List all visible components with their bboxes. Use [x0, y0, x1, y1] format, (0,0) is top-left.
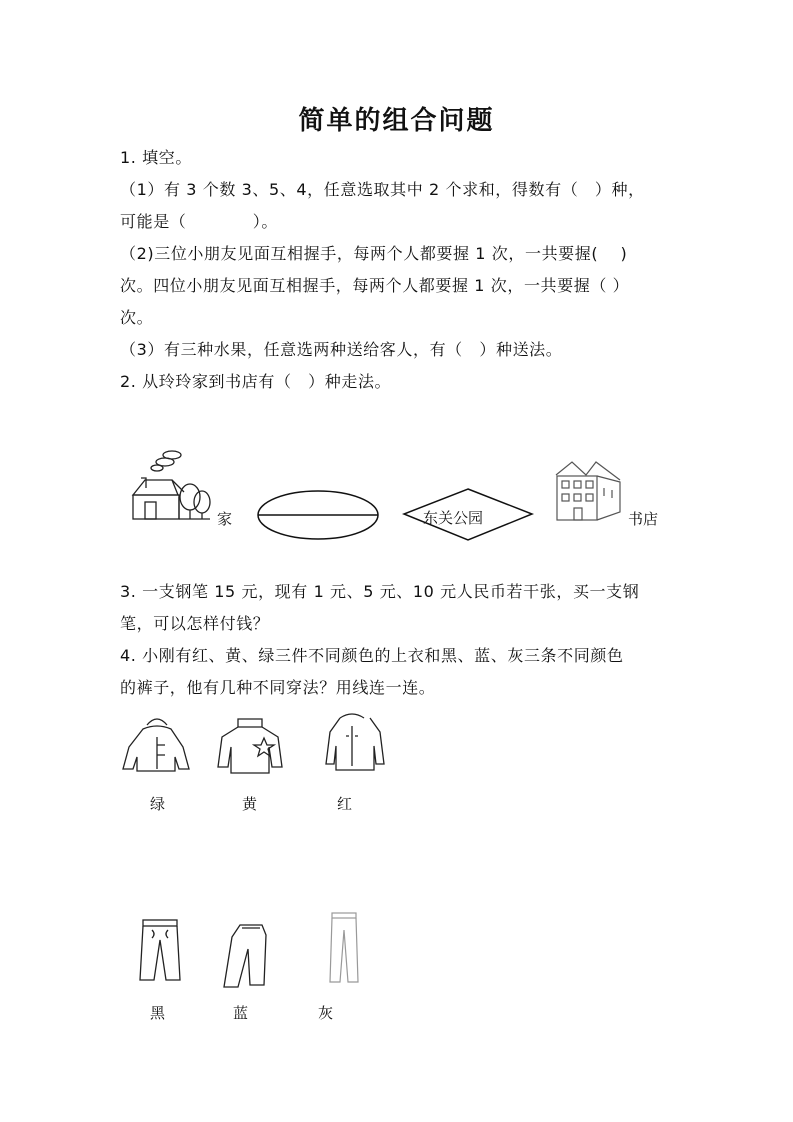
q1-part1-line1: （1）有 3 个数 3、5、4，任意选取其中 2 个求和，得数有（ ）种， — [120, 180, 645, 199]
gray-pants-icon — [330, 913, 358, 982]
top-label-green: 绿 — [150, 795, 166, 813]
q2-text: 2. 从玲玲家到书店有（ ）种走法。 — [120, 372, 392, 391]
q4-line2: 的裤子，他有几种不同穿法？用线连一连。 — [120, 678, 436, 697]
top-label-yellow: 黄 — [242, 795, 258, 813]
route-oval — [258, 491, 378, 539]
page-title: 简单的组合问题 — [298, 106, 495, 136]
q3-line1: 3. 一支钢笔 15 元，现有 1 元、5 元、10 元人民币若干张，买一支钢 — [120, 582, 640, 601]
q1-part2-line2: 次。四位小朋友见面互相握手，每两个人都要握 1 次，一共要握（ ） — [120, 276, 630, 295]
q1-part2-line1: （2)三位小朋友见面互相握手，每两个人都要握 1 次，一共要握( ) — [120, 244, 628, 263]
bookstore-label: 书店 — [628, 510, 659, 528]
house-icon — [133, 451, 210, 519]
black-pants-icon — [140, 920, 180, 980]
q1-part2-line3: 次。 — [120, 308, 154, 327]
q3-line2: 笔，可以怎样付钱？ — [120, 614, 270, 633]
blue-pants-icon — [224, 925, 266, 987]
q1-part3-line1: （3）有三种水果，任意选两种送给客人，有（ ）种送法。 — [120, 340, 563, 359]
pants-label-black: 黑 — [150, 1004, 166, 1022]
green-coat-icon — [123, 719, 189, 771]
q1-heading: 1. 填空。 — [120, 148, 192, 167]
pants-label-gray: 灰 — [318, 1004, 334, 1022]
bookstore-icon — [556, 462, 620, 520]
pants-label-blue: 蓝 — [233, 1004, 249, 1022]
red-jacket-icon — [326, 714, 384, 770]
top-label-red: 红 — [337, 795, 353, 813]
q4-line1: 4. 小刚有红、黄、绿三件不同颜色的上衣和黑、蓝、灰三条不同颜色 — [120, 646, 624, 665]
park-label: 东关公园 — [423, 509, 484, 527]
yellow-sweater-icon — [218, 719, 282, 773]
home-label: 家 — [217, 510, 233, 528]
q1-part1-line2: 可能是（ ）。 — [120, 212, 279, 231]
